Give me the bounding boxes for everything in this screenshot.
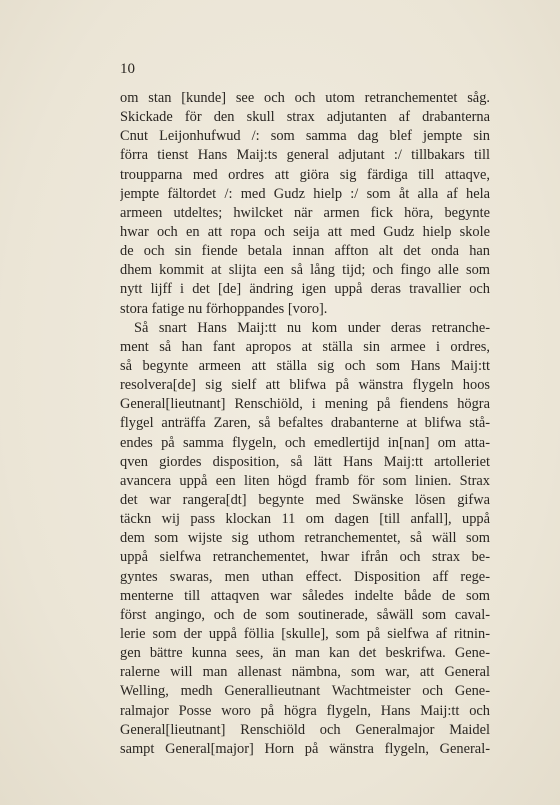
text-line: gyntes swaras, men uthan effect. Disposition aff rege- [120,568,490,585]
text-line: täckn wij pass klockan 11 om dagen [till anfall], uppå [120,511,490,528]
page-number: 10 [120,61,135,77]
text-line: hwar och en att ropa och seija att med Gudz hielp skole [120,223,490,240]
text-line: gen bättre kunna sees, än man kan det beskrifwa. Gene- [120,645,490,662]
text-line: stora fatige nu förhoppandes [voro]. [120,300,328,317]
text-line: ralerne will man allenast nämbna, som war, att General [120,664,490,681]
text-line: Skickade för den skull strax adjutanten af drabanterna [120,109,490,126]
text-line: avancera uppå een liten högd framb för som linien. Strax [120,472,490,489]
text-line: dhem kommit at slijta een så lång tijd; och fingo alle som [120,262,490,279]
text-line: det war rangera[dt] begynte med Swänske lösen gifwa [120,491,490,508]
text-line: lerie som der uppå föllia [skulle], som på sielfwa af ritnin- [120,625,490,642]
text-line: de och sin fiende betala innan affton alt det onda han [120,243,490,260]
text-line: endes på samma flygeln, och emedlertijd in[nan] om atta- [120,434,490,451]
text-line: så begynte armeen att ställa sig och som Hans Maij:tt [120,357,490,374]
body-text [120,89,490,759]
text-line: Cnut Leijonhufwud /: som samma dag blef jempte sin [120,128,490,145]
text-line: Welling, medh Generallieutnant Wachtmeister och Gene- [120,683,490,700]
text-line: förra tienst Hans Maij:ts general adjutant :/ tillbakars till [120,147,490,164]
text-line: menterne till attaqven war således indelte både de som [120,587,490,604]
text-line: dem som wijste sig uthom retranchementet, så wäll som [120,530,490,547]
text-line: jempte fältordet /: med Gudz hielp :/ som åt alla af hela [120,185,490,202]
text-line: General[lieutnant] Renschiöld, i mening på fiendens högra [120,396,490,413]
text-line: ralmajor Posse woro på högra flygeln, Hans Maij:tt och [120,702,490,719]
text-line: qven giordes disposition, så lätt Hans Maij:tt artolleriet [120,453,490,470]
text-line: först angingo, och de som soutinerade, såwäll som caval- [120,606,490,623]
text-line: General[lieutnant] Renschiöld och Generalmajor Maidel [120,721,490,738]
text-line: nytt lijff i det [de] ändring igen uppå deras travallier och [120,281,490,298]
text-line: sampt General[major] Horn på wänstra flygeln, General- [120,740,490,757]
text-line: troupparna med ordres att giöra sig färdiga till attaqve, [120,166,490,183]
text-line: armeen utdeltes; hwilcket när armen fick höra, begynte [120,204,490,221]
text-line: om stan [kunde] see och och utom retranchementet såg. [120,90,490,106]
text-line: Så snart Hans Maij:tt nu kom under deras retranche- [134,319,490,336]
text-line: ment så han fant apropos at ställa sin armee i ordres, [120,338,490,355]
text-line: resolvera[de] sig sielf att blifwa på wänstra flygeln hoos [120,377,490,394]
text-line: flygel anträffa Zaren, så befaltes drabanterne at blifwa stå- [120,415,490,432]
text-line: uppå sielfwa retranchementet, hwar ifrån och strax be- [120,549,490,566]
